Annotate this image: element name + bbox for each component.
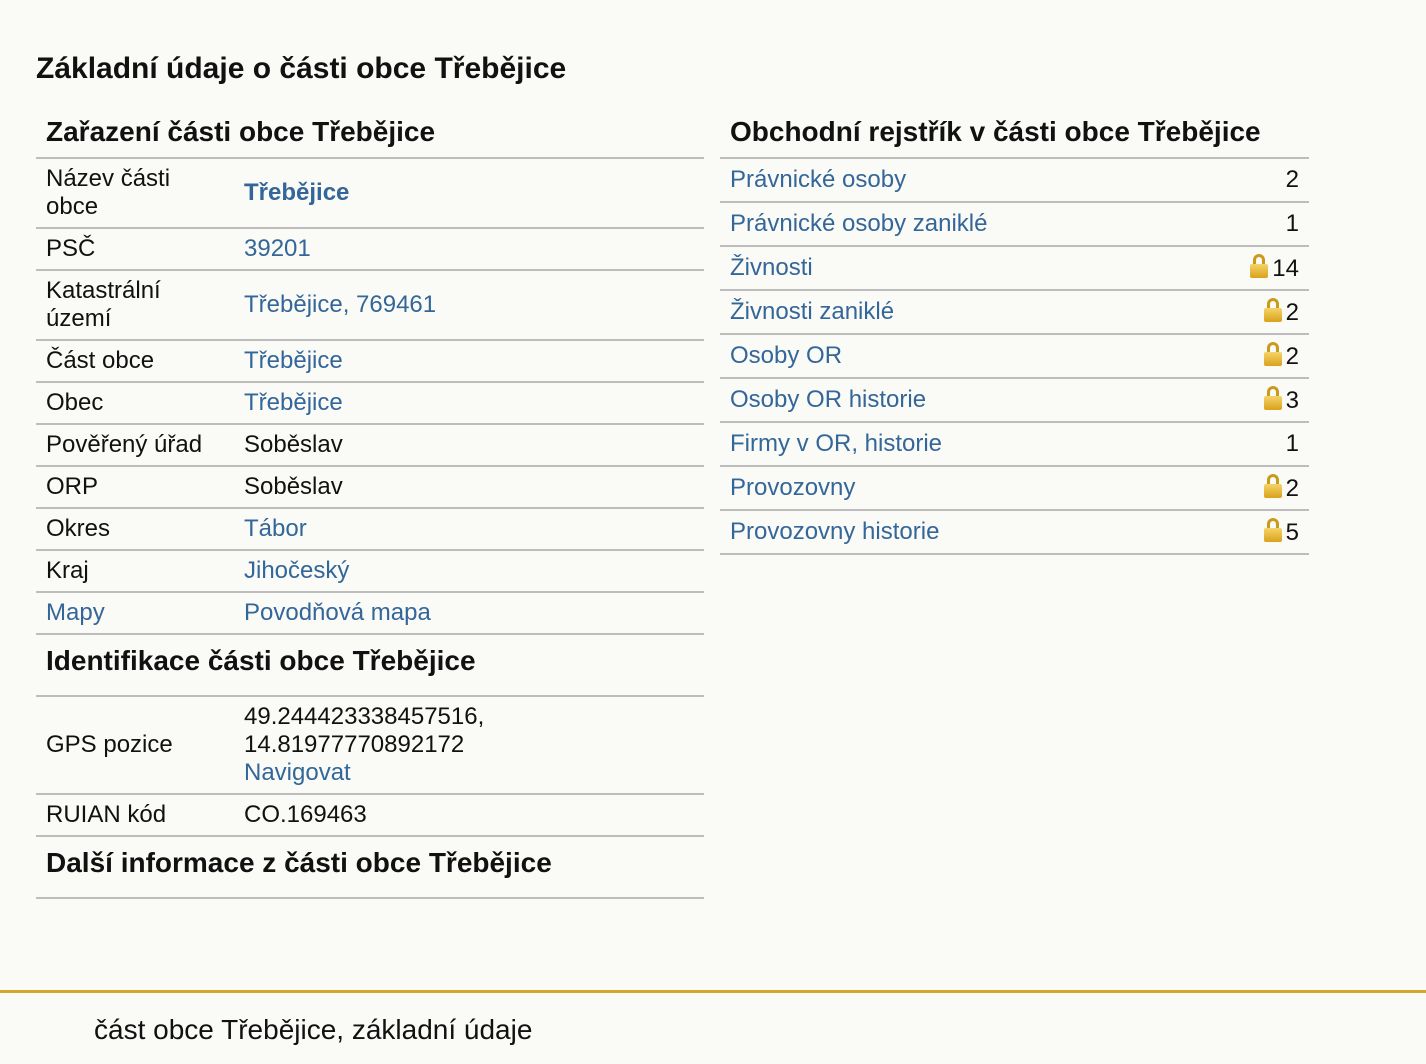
value-cell	[234, 382, 704, 424]
table-row	[36, 697, 704, 794]
ruian-label: RUIAN kód	[36, 794, 234, 836]
register-label-cell	[720, 422, 1199, 466]
row-label: Název části obce	[46, 165, 171, 220]
identification-table	[36, 697, 704, 837]
register-count: 1	[1285, 430, 1299, 457]
value-cell	[234, 424, 704, 466]
row-label[interactable]: Mapy	[46, 599, 105, 626]
register-label-cell	[720, 510, 1199, 554]
value-cell	[234, 270, 704, 340]
row-value[interactable]: Třebějice	[244, 347, 343, 374]
gps-value	[234, 697, 704, 794]
register-link[interactable]: Právnické osoby	[730, 166, 907, 193]
label-cell	[36, 159, 234, 228]
table-row	[36, 270, 704, 340]
page-title: Základní údaje o části obce Třebějice	[36, 52, 567, 85]
row-label: PSČ	[46, 235, 96, 262]
row-value[interactable]: Tábor	[244, 515, 307, 542]
label-cell	[36, 382, 234, 424]
value-cell	[234, 508, 704, 550]
gps-lon: 14.81977770892172	[244, 731, 465, 758]
register-count: 14	[1272, 254, 1299, 282]
row-value[interactable]: Jihočeský	[244, 557, 350, 584]
register-row	[720, 334, 1309, 378]
register-row	[720, 159, 1309, 202]
register-count: 2	[1285, 166, 1299, 193]
register-label-cell	[720, 202, 1199, 246]
footer-divider	[0, 990, 1426, 993]
table-row	[36, 382, 704, 424]
table-row	[36, 424, 704, 466]
register-table	[720, 159, 1309, 555]
table-row	[36, 550, 704, 592]
row-value[interactable]: Třebějice	[244, 179, 350, 206]
lock-icon	[1264, 518, 1282, 542]
register-row	[720, 378, 1309, 422]
row-label: Část obce	[46, 347, 155, 374]
table-row	[36, 508, 704, 550]
register-label-cell	[720, 159, 1199, 202]
label-cell	[36, 228, 234, 270]
label-cell	[36, 592, 234, 634]
register-row	[720, 202, 1309, 246]
register-count-cell	[1199, 246, 1309, 290]
value-cell	[234, 228, 704, 270]
register-label-cell	[720, 246, 1199, 290]
row-value: Soběslav	[244, 473, 343, 500]
label-cell	[36, 466, 234, 508]
register-link[interactable]: Živnosti zaniklé	[730, 298, 895, 325]
value-cell	[234, 466, 704, 508]
right-column	[720, 108, 1309, 555]
register-count: 2	[1285, 342, 1299, 370]
register-row	[720, 246, 1309, 290]
table-row	[36, 794, 704, 836]
label-cell	[36, 270, 234, 340]
register-count: 2	[1285, 298, 1299, 326]
register-count-cell	[1199, 510, 1309, 554]
row-label: Kraj	[46, 557, 89, 584]
lock-icon	[1264, 298, 1282, 322]
value-cell	[234, 340, 704, 382]
gps-label: GPS pozice	[36, 697, 234, 794]
classification-table	[36, 159, 704, 635]
register-count-cell	[1199, 290, 1309, 334]
table-row	[36, 592, 704, 634]
row-label: Obec	[46, 389, 104, 416]
register-count-cell	[1199, 334, 1309, 378]
row-label: Okres	[46, 515, 111, 542]
table-row	[36, 466, 704, 508]
register-link[interactable]: Provozovny historie	[730, 518, 940, 545]
row-value[interactable]: Třebějice	[244, 389, 343, 416]
register-label-cell	[720, 290, 1199, 334]
register-link[interactable]: Firmy v OR, historie	[730, 430, 943, 457]
lock-icon	[1264, 474, 1282, 498]
register-heading: Obchodní rejstřík v části obce Třebějice	[720, 108, 1309, 159]
register-count: 3	[1285, 386, 1299, 414]
table-row	[36, 228, 704, 270]
register-label-cell	[720, 334, 1199, 378]
register-label-cell	[720, 378, 1199, 422]
register-row	[720, 466, 1309, 510]
row-label: ORP	[46, 473, 99, 500]
gps-lat: 49.244423338457516,	[244, 703, 485, 730]
row-label: Katastrální území	[46, 277, 161, 332]
register-count-cell	[1199, 202, 1309, 246]
classification-heading: Zařazení části obce Třebějice	[36, 108, 704, 159]
row-label: Pověřený úřad	[46, 431, 203, 458]
row-value[interactable]: 39201	[244, 235, 311, 262]
navigate-link[interactable]: Navigovat	[244, 759, 351, 786]
lock-icon	[1250, 254, 1268, 278]
row-value[interactable]: Třebějice, 769461	[244, 291, 437, 318]
label-cell	[36, 340, 234, 382]
register-count-cell	[1199, 159, 1309, 202]
ruian-value: CO.169463	[234, 794, 704, 836]
footer-text: část obce Třebějice, základní údaje	[94, 1014, 533, 1045]
register-link[interactable]: Osoby OR	[730, 342, 843, 369]
left-column	[36, 108, 704, 899]
table-row	[36, 159, 704, 228]
value-cell	[234, 592, 704, 634]
register-link[interactable]: Osoby OR historie	[730, 386, 927, 413]
label-cell	[36, 508, 234, 550]
register-link[interactable]: Provozovny	[730, 474, 856, 501]
value-cell	[234, 550, 704, 592]
more-info-heading: Další informace z části obce Třebějice	[36, 837, 704, 899]
identification-heading: Identifikace části obce Třebějice	[36, 635, 704, 697]
register-count-cell	[1199, 422, 1309, 466]
register-link[interactable]: Právnické osoby zaniklé	[730, 210, 988, 237]
register-row	[720, 510, 1309, 554]
register-count: 5	[1285, 518, 1299, 546]
label-cell	[36, 424, 234, 466]
label-cell	[36, 550, 234, 592]
register-row	[720, 422, 1309, 466]
row-value: Soběslav	[244, 431, 343, 458]
lock-icon	[1264, 342, 1282, 366]
register-link[interactable]: Živnosti	[730, 254, 813, 281]
lock-icon	[1264, 386, 1282, 410]
register-count-cell	[1199, 466, 1309, 510]
table-row	[36, 340, 704, 382]
row-value[interactable]: Povodňová mapa	[244, 599, 431, 626]
register-count-cell	[1199, 378, 1309, 422]
register-row	[720, 290, 1309, 334]
register-label-cell	[720, 466, 1199, 510]
register-count: 1	[1285, 210, 1299, 237]
register-count: 2	[1285, 474, 1299, 502]
value-cell	[234, 159, 704, 228]
